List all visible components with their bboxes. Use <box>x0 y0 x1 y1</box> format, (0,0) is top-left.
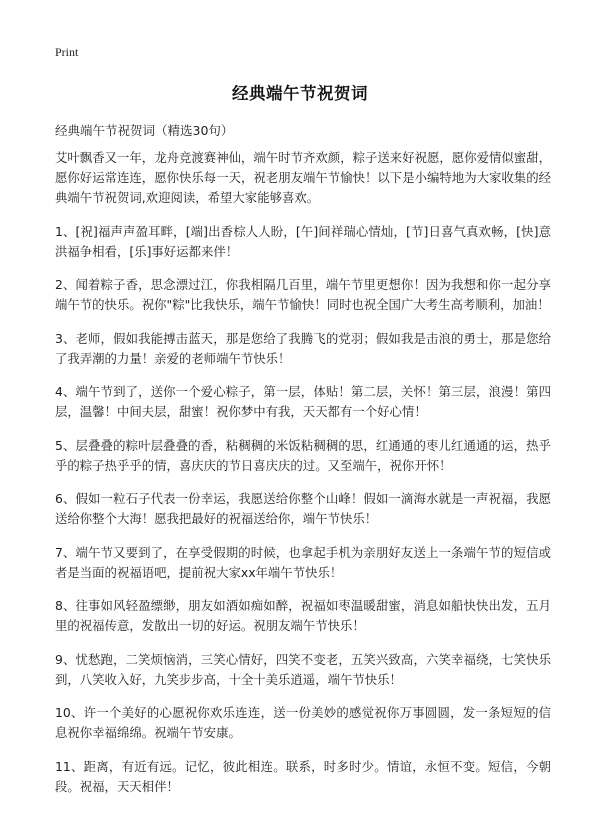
list-item: 4、端午节到了，送你一个爱心粽子，第一层，体贴！第二层，关怀！第三层，浪漫！第四层，温馨！中间夫层，甜蜜！祝你梦中有我，天天都有一个好心情！ <box>55 384 551 419</box>
article-body <box>55 148 551 810</box>
list-item: 2、闻着粽子香，思念漂过江，你我相隔几百里，端午节里更想你！因为我想和你一起分享端午节的快乐。祝你"粽"比我快乐，端午节愉快！同时也祝全国广大考生高考顺利，加油！ <box>55 277 551 312</box>
page-subtitle: 经典端午节祝贺词（精选30句） <box>55 123 234 138</box>
list-item: 5、层叠叠的粽叶层叠叠的香，粘稠稠的米饭粘稠稠的思，红通通的枣儿红通通的运，热乎乎的粽子热乎乎的情，喜庆庆的节日喜庆庆的过。又至端午，祝你开怀！ <box>55 437 551 473</box>
list-item: 11、距离，有近有远。记忆，彼此相连。联系，时多时少。情谊，永恒不变。短信，今朝段。祝福，天天相伴！ <box>55 758 551 794</box>
list-item: 9、忧愁跑，二笑烦恼消，三笑心情好，四笑不变老，五笑兴致高，六笑幸福绕，七笑快乐到，八笑收入好，九笑步步高，十全十美乐逍遥，端午节快乐！ <box>55 651 551 687</box>
list-item: 6、假如一粒石子代表一份幸运，我愿送给你整个山峰！假如一滴海水就是一声祝福，我愿送给你整个大海！愿我把最好的祝福送给你，端午节快乐！ <box>55 491 551 526</box>
print-link[interactable]: Print <box>55 45 79 59</box>
list-item: 8、往事如风轻盈缥缈，朋友如酒如痴如醉，祝福如枣温暖甜蜜，消息如船快快出发，五月里的祝福传意，发散出一切的好运。祝朋友端午节快乐！ <box>55 598 551 633</box>
page-title: 经典端午节祝贺词 <box>232 84 368 103</box>
list-item: 1、[祝]福声声盈耳畔，[端]出香棕人人盼，[午]间祥瑞心情灿，[节]日喜气真欢畅，[快]意洪福争相看，[乐]事好运都来伴！ <box>55 223 551 259</box>
list-item: 10、许一个美好的心愿祝你欢乐连连，送一份美妙的感觉祝你万事圆圆，发一条短短的信息祝你幸福绵绵。祝端午节安康。 <box>55 705 551 740</box>
list-item: 3、老师，假如我能搏击蓝天，那是您给了我腾飞的党羽；假如我是击浪的勇士，那是您给了我弄潮的力量！亲爱的老师端午节快乐！ <box>55 330 551 366</box>
list-item: 7、端午节又要到了，在享受假期的时候，也拿起手机为亲朋好友送上一条端午节的短信或者是当面的祝福语吧，提前祝大家xx年端午节快乐！ <box>55 544 551 580</box>
intro-paragraph: 艾叶飘香又一年，龙舟竞渡赛神仙，端午时节齐欢颜，粽子送来好祝愿，愿你爱情似蜜甜，愿你好运常连连，愿你快乐每一天，祝老朋友端午节愉快！以下是小编特地为大家收集的经典端午节祝贺词,欢迎阅读，希望大家能够喜欢。 <box>55 150 551 205</box>
